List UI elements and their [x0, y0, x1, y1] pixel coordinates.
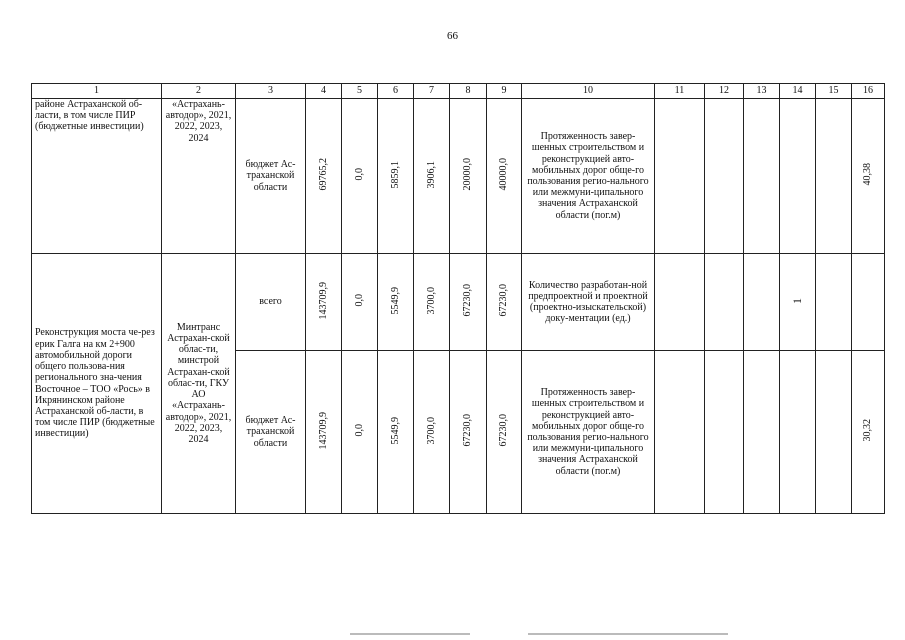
- indicator-value-cell: [816, 351, 852, 514]
- page-number: 66: [447, 30, 458, 42]
- header-cell: 2: [162, 84, 236, 99]
- amount-cell: [450, 351, 487, 514]
- amount-value: 5859,1: [389, 160, 401, 189]
- header-row: [32, 84, 885, 99]
- indicator-value-cell: [780, 351, 816, 514]
- amount-total-value: 143709,9: [317, 411, 329, 450]
- amount-value: 5549,9: [389, 416, 401, 445]
- header-cell: 5: [342, 84, 378, 99]
- indicator-cell: Протяженность завер-шенных строительством и реконструкцией авто-мобильных дорог обще-го пользования регио-нального или межмуни-ципального значения Астраханской области (пог.м): [522, 351, 655, 514]
- amount-value: 3700,0: [425, 416, 437, 445]
- amount-cell: [378, 254, 414, 351]
- amount-total-value: 69765,2: [317, 158, 329, 191]
- header-cell: 10: [522, 84, 655, 99]
- amount-value: 67230,0: [498, 284, 510, 317]
- indicator-cell: Протяженность завер-шенных строительством и реконструкцией авто-мобильных дорог обще-го пользования регио-нального или межмуни-ципального значения Астраханской области (пог.м): [522, 99, 655, 254]
- amount-cell: [487, 254, 522, 351]
- header-cell: 14: [780, 84, 816, 99]
- amount-value: 5549,9: [389, 286, 401, 315]
- amount-total-cell: [306, 99, 342, 254]
- indicator-value-cell: [852, 351, 885, 514]
- executor-cell: «Астрахань-автодор», 2021, 2022, 2023, 2024: [162, 99, 236, 254]
- indicator-value-cell: [705, 99, 744, 254]
- amount-cell: [414, 351, 450, 514]
- funding-source-cell: бюджет Ас-траханской области: [236, 351, 306, 514]
- indicator-value-cell: [705, 254, 744, 351]
- amount-value: 67230,0: [462, 284, 474, 317]
- indicator-value-cell: [744, 351, 780, 514]
- indicator-value-cell: [852, 254, 885, 351]
- funding-source-cell: всего: [236, 254, 306, 351]
- header-cell: 12: [705, 84, 744, 99]
- indicator-value-cell: [852, 99, 885, 254]
- indicator-value-cell: [655, 254, 705, 351]
- indicators-table: [31, 83, 885, 514]
- amount-cell: [414, 254, 450, 351]
- indicator-value-cell: [705, 351, 744, 514]
- amount-value: 40000,0: [498, 158, 510, 191]
- amount-value: 67230,0: [462, 414, 474, 447]
- measure-name-cell: Реконструкция моста че-рез ерик Галга на км 2+900 автомобильной дороги общего пользова-ния регионального зна-чения Восточное – ТОО «Рось» в Икрянинском районе Астраханской об-ласти, в том числе ПИР (бюджетные инвестиции): [32, 254, 162, 514]
- table-row: [32, 99, 885, 254]
- indicator-value-cell: [744, 99, 780, 254]
- amount-cell: [342, 99, 378, 254]
- indicator-value-cell: [780, 254, 816, 351]
- amount-value: 3906,1: [425, 160, 437, 189]
- header-cell: 15: [816, 84, 852, 99]
- amount-value: 0,0: [353, 168, 365, 181]
- table-row: [32, 254, 885, 351]
- amount-value: 0,0: [353, 424, 365, 437]
- amount-value: 20000,0: [462, 158, 474, 191]
- header-cell: 4: [306, 84, 342, 99]
- header-cell: 11: [655, 84, 705, 99]
- executor-cell: Минтранс Астрахан-ской облас-ти, минстрой Астрахан-ской облас-ти, ГКУ АО «Астрахань-автодор», 2021, 2022, 2023, 2024: [162, 254, 236, 514]
- amount-cell: [450, 254, 487, 351]
- amount-total-value: 143709,9: [317, 281, 329, 320]
- header-cell: 3: [236, 84, 306, 99]
- indicator-value-cell: [816, 99, 852, 254]
- header-cell: 9: [487, 84, 522, 99]
- amount-cell: [342, 351, 378, 514]
- indicator-value-cell: [744, 254, 780, 351]
- amount-cell: [378, 351, 414, 514]
- indicator-value-cell: [655, 99, 705, 254]
- amount-value: 67230,0: [498, 414, 510, 447]
- header-cell: 16: [852, 84, 885, 99]
- header-cell: 6: [378, 84, 414, 99]
- amount-cell: [487, 351, 522, 514]
- indicator-value-cell: [655, 351, 705, 514]
- amount-cell: [378, 99, 414, 254]
- scan-artifact: [528, 633, 728, 635]
- indicator-value: 30,32: [862, 419, 874, 442]
- indicator-value: 1: [789, 298, 804, 305]
- indicator-cell: Количество разработан-ной предпроектной и проектной (проектно-изыскательской) доку-ментации (ед.): [522, 254, 655, 351]
- funding-source-cell: бюджет Ас-траханской области: [236, 99, 306, 254]
- indicator-value-cell: [816, 254, 852, 351]
- scan-artifact: [350, 633, 470, 635]
- amount-value: 3700,0: [425, 286, 437, 315]
- header-cell: 13: [744, 84, 780, 99]
- indicator-value: 40,38: [862, 163, 874, 186]
- header-cell: 1: [32, 84, 162, 99]
- measure-name-cell: районе Астраханской об-ласти, в том числе ПИР (бюджетные инвестиции): [32, 99, 162, 254]
- amount-cell: [414, 99, 450, 254]
- amount-cell: [487, 99, 522, 254]
- indicator-value-cell: [780, 99, 816, 254]
- amount-cell: [342, 254, 378, 351]
- amount-cell: [450, 99, 487, 254]
- amount-total-cell: [306, 254, 342, 351]
- amount-total-cell: [306, 351, 342, 514]
- header-cell: 8: [450, 84, 487, 99]
- amount-value: 0,0: [353, 294, 365, 307]
- header-cell: 7: [414, 84, 450, 99]
